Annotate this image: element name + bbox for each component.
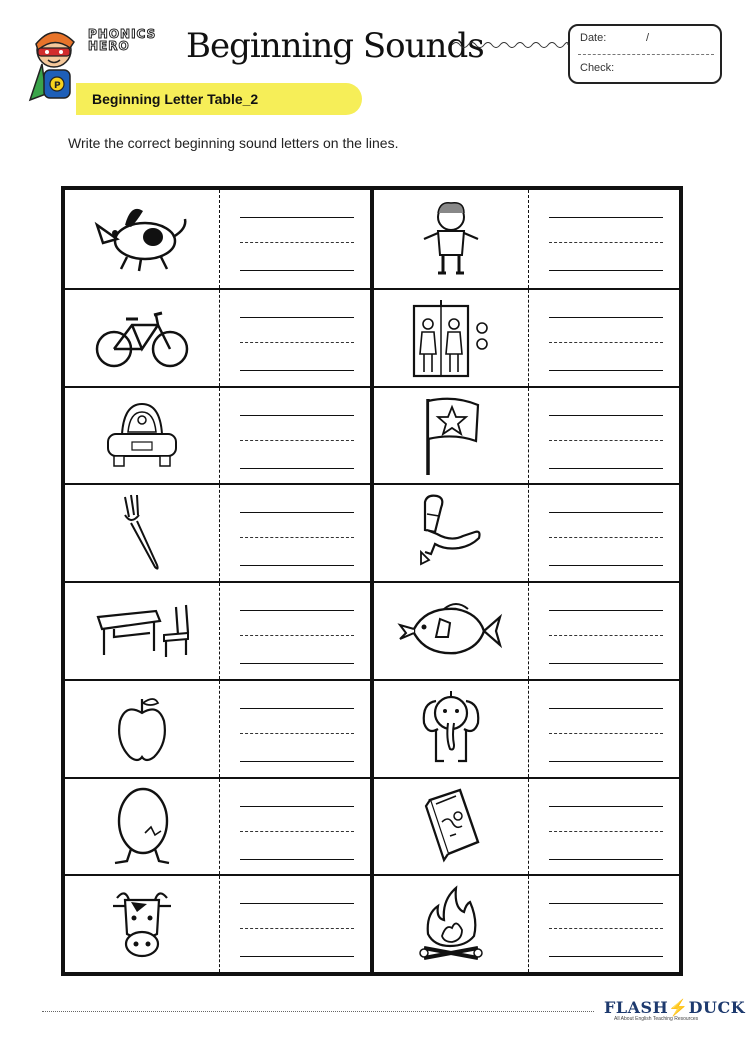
brand-line-2: HERO xyxy=(88,39,130,53)
picture-cell xyxy=(65,681,220,777)
answer-lines[interactable] xyxy=(240,876,354,972)
table-row xyxy=(374,777,679,875)
picture-cell xyxy=(374,681,529,777)
table-row xyxy=(65,386,370,484)
answer-lines[interactable] xyxy=(240,388,354,484)
picture-cell xyxy=(65,190,220,288)
page-title: Beginning Sounds xyxy=(186,26,484,66)
answer-lines[interactable] xyxy=(240,190,354,288)
table-row xyxy=(374,679,679,777)
elephant-icon xyxy=(416,689,486,769)
date-divider xyxy=(578,54,714,55)
answer-lines[interactable] xyxy=(240,290,354,386)
date-label: Date: xyxy=(580,32,607,44)
fire-icon xyxy=(416,884,486,964)
worksheet-banner xyxy=(76,83,362,115)
picture-cell xyxy=(374,876,529,972)
picture-cell xyxy=(65,779,220,875)
right-column xyxy=(370,190,679,972)
table-row xyxy=(65,288,370,386)
table-row xyxy=(65,190,370,288)
answer-lines[interactable] xyxy=(240,779,354,875)
wavy-divider xyxy=(452,40,568,50)
car-icon xyxy=(102,398,182,472)
phonics-hero-logo xyxy=(88,28,156,52)
table-row xyxy=(374,386,679,484)
banner-label: Beginning Letter Table_2 xyxy=(92,91,259,107)
fork-icon xyxy=(117,493,167,573)
table-row xyxy=(374,483,679,581)
answer-lines[interactable] xyxy=(549,876,663,972)
table-row xyxy=(65,679,370,777)
answer-lines[interactable] xyxy=(549,388,663,484)
picture-cell xyxy=(65,876,220,972)
picture-cell xyxy=(65,583,220,679)
svg-text:P: P xyxy=(54,81,61,91)
picture-cell xyxy=(374,290,529,386)
left-column xyxy=(65,190,370,972)
table-row xyxy=(65,581,370,679)
apple-icon xyxy=(112,693,172,765)
answer-lines[interactable] xyxy=(549,681,663,777)
table-row xyxy=(65,777,370,875)
table-row xyxy=(374,581,679,679)
footer-tagline: All About English Teaching Resources xyxy=(614,1016,699,1022)
answer-lines[interactable] xyxy=(240,485,354,581)
logo-right-text: DUCK xyxy=(688,998,746,1017)
table-row xyxy=(374,190,679,288)
answer-lines[interactable] xyxy=(240,681,354,777)
arm-icon xyxy=(411,492,491,574)
brand-line-1: PHONICS xyxy=(88,27,157,41)
picture-cell xyxy=(65,290,220,386)
bicycle-icon xyxy=(92,305,192,371)
date-check-box xyxy=(568,24,722,84)
picture-cell xyxy=(65,485,220,581)
footer-divider xyxy=(42,1011,594,1012)
table-row xyxy=(374,288,679,386)
check-label: Check: xyxy=(580,62,615,74)
answer-lines[interactable] xyxy=(549,485,663,581)
picture-cell xyxy=(374,583,529,679)
book-icon xyxy=(416,786,486,866)
table-row xyxy=(374,874,679,972)
instructions: Write the correct beginning sound letters on the lines. xyxy=(68,135,399,151)
egg-icon xyxy=(107,783,177,869)
boy-icon xyxy=(416,199,486,279)
answer-lines[interactable] xyxy=(240,583,354,679)
flashduck-logo xyxy=(604,998,745,1017)
lightning-icon: ⚡ xyxy=(668,998,689,1017)
worksheet-table xyxy=(61,186,683,976)
picture-cell xyxy=(374,779,529,875)
date-slash: / xyxy=(646,32,650,44)
picture-cell xyxy=(374,485,529,581)
desk-and-chair-icon xyxy=(92,601,192,661)
answer-lines[interactable] xyxy=(549,290,663,386)
flag-icon xyxy=(416,393,486,477)
table-row xyxy=(65,483,370,581)
cow-icon xyxy=(107,884,177,964)
answer-lines[interactable] xyxy=(549,190,663,288)
picture-cell xyxy=(374,190,529,288)
picture-cell xyxy=(65,388,220,484)
answer-lines[interactable] xyxy=(549,583,663,679)
logo-left-text: FLASH xyxy=(604,998,669,1017)
table-row xyxy=(65,874,370,972)
answer-lines[interactable] xyxy=(549,779,663,875)
fish-icon xyxy=(396,599,506,663)
phonics-hero-mascot-icon xyxy=(24,20,84,110)
dog-icon xyxy=(87,199,197,279)
picture-cell xyxy=(374,388,529,484)
elevator-icon xyxy=(406,298,496,378)
